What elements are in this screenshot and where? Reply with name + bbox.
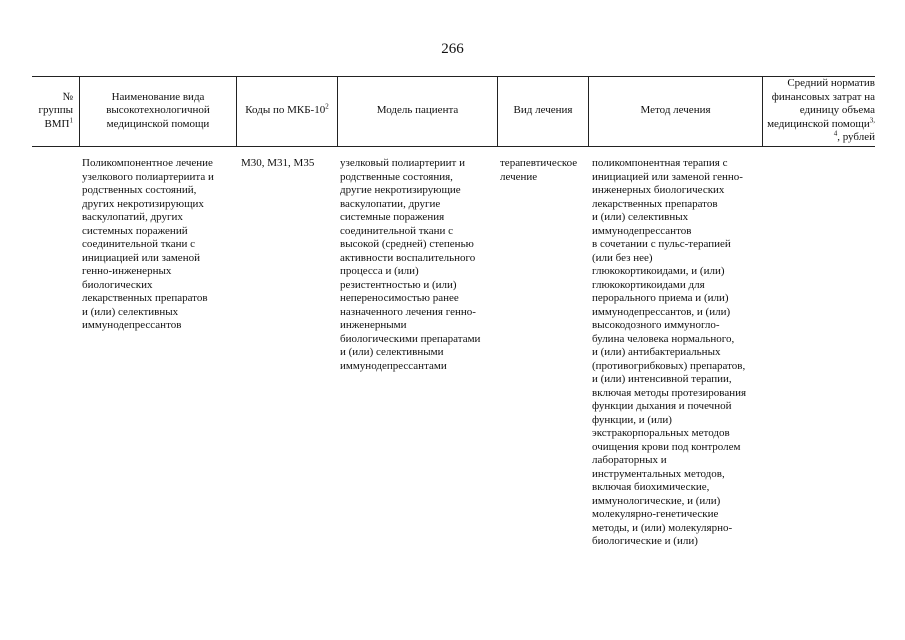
footnote-ref: 3, 4 <box>833 116 875 138</box>
header-group-number-label: № группы ВМП <box>38 90 73 130</box>
cell-treatment-type: терапевтическое лечение <box>500 157 578 183</box>
header-treatment-method-label: Метод лечения <box>640 104 711 117</box>
header-treatment-type <box>498 76 588 146</box>
footnote-ref: 2 <box>325 102 329 111</box>
header-care-name <box>80 76 236 146</box>
header-treatment-method <box>589 76 762 146</box>
header-patient-model <box>338 76 497 146</box>
cell-patient-model: узелковый полиартериит и родственные состояния, другие некротизирующие васкулопатии, другие системные поражения соединительной ткани с высокой (средней) степенью активности воспалительного процесса и (или) резистентностью и (или) непереносимостью ранее назначенного лечения генно- инженерными биологическими препаратами и (или) селективными иммунодепрессантами <box>340 157 481 372</box>
header-cost-norm-suffix: , рублей <box>837 131 875 144</box>
header-care-name-label: Наименование вида высокотехнологичной медицинской помощи <box>106 90 210 130</box>
page-number: 266 <box>441 41 464 57</box>
header-cost-norm-label: Средний норматив финансовых затрат на единицу объема медицинской помощи <box>767 77 875 130</box>
header-icd-codes-label: Коды по МКБ-10 <box>245 104 326 117</box>
footnote-ref: 1 <box>69 116 73 125</box>
header-patient-model-label: Модель пациента <box>376 104 459 117</box>
header-bottom-border <box>32 146 875 147</box>
cell-treatment-method: поликомпонентная терапия с инициацией или заменой генно- инженерных биологических лекарственных препаратов и (или) селективных иммунодепрессантов в сочетании с пульс-терапией (или без нее) глюкокортикоидами, и (или) глюкокортикоидами для перорального приема и (или) иммунодепрессантов, и (или) высокодозного иммуногло- булина человека нормального, и (или) антибактериальных (противогрибковых) препаратов, и (или) интенсивной терапии, включая методы протезирования функции дыхания и почечной функции, и (или) экстракорпоральных методов очищения крови под контролем лабораторных и инструментальных методов, включая биохимические, иммунологические, и (или) молекулярно-генетические методы, и (или) молекулярно- биологические и (или) <box>592 157 747 547</box>
header-group-number <box>32 76 79 146</box>
cell-care-name: Поликомпонентное лечение узелкового полиартериита и родственных состояний, других некротизирующих васкулопатий, других системных поражений соединительной ткани с инициацией или заменой генно-инженерных биологических лекарственных препаратов и (или) селективных иммунодепрессантов <box>82 157 214 331</box>
header-icd-codes <box>237 76 337 146</box>
header-treatment-type-label: Вид лечения <box>513 104 573 117</box>
header-cost-norm <box>763 76 875 146</box>
cell-icd-codes: M30, M31, M35 <box>241 157 315 169</box>
